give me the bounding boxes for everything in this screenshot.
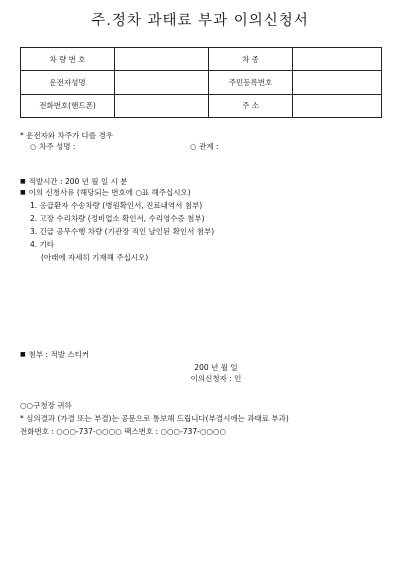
list-item: 2. 고장 수리차량 (정비업소 확인서, 수리영수증 첨부) [30,214,205,223]
footer-block [20,400,289,437]
list-item: 3. 긴급 공무수행 차량 (기관장 직인 날인된 확인서 첨부) [30,227,215,236]
table-row [21,94,382,117]
square-bullet-icon: ■ [20,351,26,358]
vehicle-type-label: 차 종 [209,48,293,71]
violation-time-row [20,176,214,187]
recipient: ○○구청장 귀하 [20,401,72,410]
circle-icon: ○ [190,143,197,151]
vehicle-number-label: 차 량 번 호 [21,48,115,71]
attachment-row [20,349,89,360]
violation-time: 적발시간 : 200 년 월 일 시 분 [28,177,128,186]
attachment-text: 첨부 : 적발 스티커 [28,350,90,359]
applicant-line: 이의신청자 : 인 [190,374,242,383]
owner-name-label: 차주 성명 : [39,142,76,151]
table-row [21,48,382,71]
list-item: 4. 기타 [30,240,55,249]
objection-reason-row [20,187,214,198]
violation-block [20,176,214,263]
square-bullet-icon: ■ [20,189,26,196]
relation-group [190,141,219,153]
driver-name-label: 운전자성명 [21,71,115,94]
resident-number-field[interactable] [293,71,382,94]
result-notice: * 심의결과 (가결 또는 부결)는 공문으로 통보해 드립니다(부결시에는 과태료 부과) [20,414,289,423]
date-line: 200 년 월 일 [194,363,238,372]
form-title: 주.정차 과태료 부과 이의신청서 [91,13,309,29]
owner-notice-block [20,130,219,152]
contact-line: 전화번호 : ○○○-737-○○○○ 팩스번호 : ○○○-737-○○○○ [20,427,227,436]
relation-label: 관계 : [199,142,219,151]
table-row [21,71,382,94]
vehicle-type-field[interactable] [293,48,382,71]
address-label: 주 소 [209,94,293,117]
owner-fields-row [20,141,219,152]
phone-label: 전화번호(핸드폰) [21,94,115,117]
list-item: (아래에 자세히 기재해 주십시오) [41,253,149,262]
objection-reason: 이의 신청사유 (해당되는 번호에 ○표 해주십시오) [28,188,191,197]
square-bullet-icon: ■ [20,178,26,185]
circle-icon: ○ [30,143,37,151]
vehicle-number-field[interactable] [115,48,209,71]
driver-name-field[interactable] [115,71,209,94]
vehicle-info-table [20,47,382,118]
owner-notice: * 운전자와 차주가 다를 경우 [20,131,113,140]
address-field[interactable] [293,94,382,117]
phone-field[interactable] [115,94,209,117]
resident-number-label: 주민등록번호 [209,71,293,94]
list-item: 1. 응급환자 수송차량 (병원확인서, 진료내역서 첨부) [30,201,203,210]
